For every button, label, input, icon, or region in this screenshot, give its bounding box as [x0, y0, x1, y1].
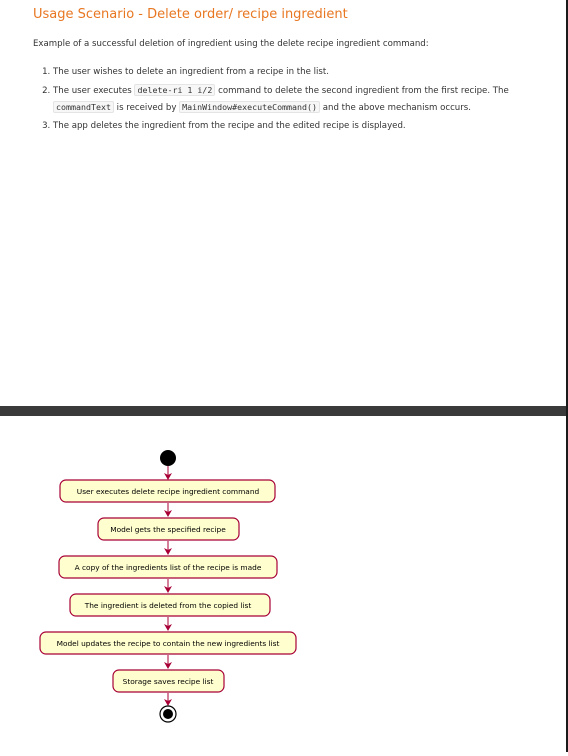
step-1-text: The user wishes to delete an ingredient from a recipe in the list. — [53, 67, 329, 77]
activity-diagram — [0, 416, 566, 752]
step-2-middle: command to delete the second ingredient from the first recipe. The — [215, 85, 509, 96]
action-node-5-label: Model updates the recipe to contain the new ingredients list — [56, 639, 280, 648]
command-code: delete-ri 1 i/2 — [134, 84, 215, 96]
step-2-before: The user executes — [53, 85, 135, 96]
action-node-6-label: Storage saves recipe list — [122, 677, 214, 686]
step-3 — [53, 118, 553, 135]
steps-list — [33, 64, 553, 135]
execute-command-code: MainWindow#executeCommand() — [179, 101, 320, 113]
end-node — [160, 706, 176, 722]
start-node — [160, 450, 176, 466]
step-3-text: The app deletes the ingredient from the recipe and the edited recipe is displayed. — [53, 120, 406, 131]
step-2 — [53, 82, 553, 117]
command-text-code: commandText — [53, 101, 114, 113]
intro-text: Example of a successful deletion of ingredient using the delete recipe ingredient command: — [33, 39, 429, 49]
section-divider — [0, 406, 566, 416]
step-2-after: and the above mechanism occurs. — [320, 103, 471, 113]
step-1 — [53, 64, 553, 81]
action-node-3-label: A copy of the ingredients list of the recipe is made — [74, 563, 262, 572]
action-node-2-label: Model gets the specified recipe — [110, 525, 226, 534]
activity-diagram-svg — [0, 416, 566, 752]
action-node-1-label: User executes delete recipe ingredient command — [76, 487, 260, 496]
step-2-middle2: is received by — [113, 103, 180, 113]
section-title: Usage Scenario - Delete order/ recipe ingredient — [33, 7, 348, 22]
action-node-4-label: The ingredient is deleted from the copied list — [84, 601, 252, 610]
